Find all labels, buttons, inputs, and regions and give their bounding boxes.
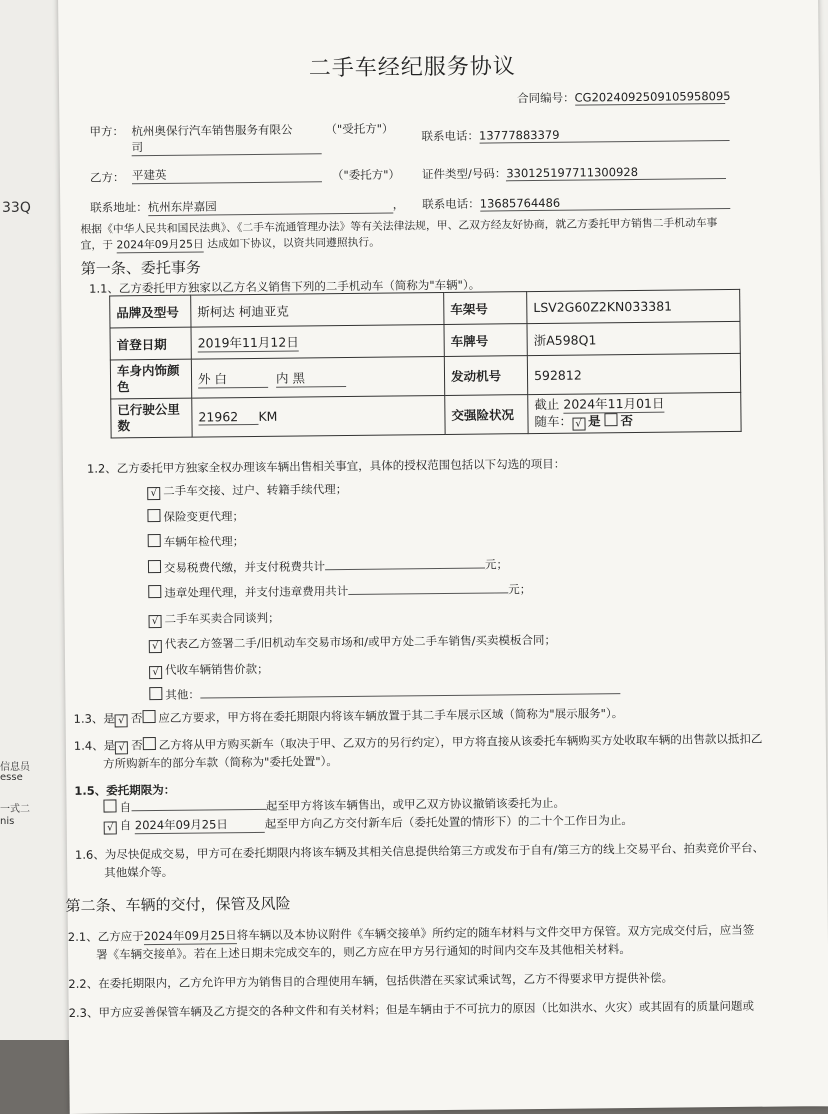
vehicle-color-cell: [191, 356, 444, 398]
blank-field: [200, 693, 620, 698]
option-suffix: 元；: [484, 556, 509, 572]
clause-1-6-cont: 其他媒介等。: [104, 864, 174, 880]
vehicle-plate: 浙A598Q1: [527, 321, 740, 355]
table-label: 首登日期: [110, 327, 191, 360]
clause-1-4-cont: 方所购新车的部分车款（简称为"委托处置"）。: [102, 754, 338, 771]
contract-number-value: CG2024092509105958095: [574, 88, 731, 105]
preamble-text: 达成如下协议，以资共同遵照执行。: [207, 235, 381, 251]
term-option-2: [104, 812, 633, 835]
party-b-id-label: 证件类型/号码：: [421, 166, 507, 182]
clause-text: 自: [119, 818, 132, 833]
checkbox-empty-icon[interactable]: [103, 799, 116, 812]
clause-text: 1.3、是: [73, 711, 115, 726]
party-b-phone-label: 联系电话：: [422, 196, 480, 212]
clause-2-1: [68, 922, 754, 946]
clause-2-1-cont: 署《车辆交接单》。若在上述日期未完成交车的，则乙方应在甲方另行通知的时间内交车及其他相关材料。: [95, 942, 631, 962]
checkbox-checked-icon[interactable]: √: [149, 614, 162, 627]
contract-page: [58, 0, 828, 1114]
vehicle-brand: 斯柯达 柯迪亚克: [191, 292, 444, 327]
table-label: 车架号: [444, 292, 527, 325]
clause-1-2: 1.2、乙方委托甲方独家全权办理该车辆出售相关事宜，具体的授权范围包括以下勾选的项目：: [86, 456, 566, 476]
document-title: 二手车经纪服务协议: [308, 54, 516, 82]
checkbox-checked-icon[interactable]: √: [115, 741, 128, 754]
clause-1-3: [74, 705, 624, 728]
option-label: 车辆年检代理；: [163, 534, 245, 549]
clause-1-6: 1.6、为尽快促成交易，甲方可在委托期限内将该车辆及其相关信息提供给第三方或发布于自有/第三方的线上交易平台、拍卖竞价平台、: [74, 840, 765, 862]
clause-1-5-heading: 1.5、委托期限为：: [74, 782, 176, 798]
option-label: 其他：: [165, 687, 200, 702]
table-label: [110, 359, 191, 399]
clause-text: 将车辆以及本协议附件《车辆交接单》所约定的随车材料与文件交甲方保管。双方完成交付后，应当签: [236, 922, 755, 943]
insurance-no: 否: [620, 413, 634, 429]
checkbox-checked-icon[interactable]: √: [572, 418, 585, 431]
table-label-part: 已行驶公里: [117, 401, 180, 418]
preamble-text: 宜，于: [80, 238, 114, 252]
clause-text: 起至甲方向乙方交付新车后（委托处置的情形下）的二十个工作日为止。: [264, 813, 633, 831]
contract-number-label: 合同编号：: [517, 90, 575, 106]
checkbox-empty-icon[interactable]: [148, 559, 161, 572]
clause-text: 否: [131, 738, 143, 753]
clause-text: 乙方将从甲方购买新车（取决于甲、乙双方的另行约定），甲方将直接从该委托车辆购买方处收取车辆的出售款以抵扣乙: [158, 731, 763, 752]
table-label: 品牌及型号: [110, 295, 191, 328]
preamble-line-1: 根据《中华人民共和国民法典》、《二手车流通管理办法》等有关法律法规，甲、乙双方经友好协商，就乙方委托甲方销售二手机动车事: [80, 216, 718, 236]
checkbox-checked-icon[interactable]: √: [104, 821, 117, 834]
vehicle-vin: LSV2G60Z2KN033381: [527, 289, 740, 323]
option-label: 代表乙方签署二手/旧机动车交易市场和/或甲方处二手车销售/买卖模板合同；: [164, 632, 556, 651]
blank-field: [131, 809, 266, 811]
party-b-address: 联系地址：杭州东岸嘉园 ，: [90, 197, 405, 215]
party-b-id: [422, 163, 727, 182]
insurance-date: 2024年11月01日: [563, 395, 665, 412]
blank-field: [348, 592, 508, 595]
party-a-name: 杭州奥保行汽车销售服务有限公: [131, 122, 293, 139]
checkbox-empty-icon[interactable]: [148, 585, 161, 598]
checkbox-empty-icon[interactable]: [142, 710, 155, 723]
table-label: 交强险状况: [445, 395, 528, 435]
vehicle-insurance-cell: [528, 392, 741, 433]
clause-text: 应乙方要求，甲方将在委托期限内将该车辆放置于其二手车展示区域（简称为"展示服务"）。: [158, 706, 624, 725]
party-a-phone-label: 联系电话：: [421, 128, 480, 144]
term-start-date: 2024年09月25日: [135, 816, 265, 834]
checkbox-checked-icon[interactable]: √: [115, 714, 128, 727]
checkbox-empty-icon[interactable]: [147, 508, 160, 521]
checkbox-empty-icon[interactable]: [149, 687, 162, 700]
option-item: [149, 627, 620, 657]
article-1-heading: 第一条、委托事务: [80, 258, 201, 278]
vehicle-engine-no: 592812: [527, 353, 740, 394]
checkbox-checked-icon[interactable]: √: [149, 640, 162, 653]
insurance-until-label: 截止: [534, 396, 560, 413]
party-b-role: （"委托方"）: [331, 167, 401, 183]
checkbox-checked-icon[interactable]: √: [147, 487, 160, 500]
vehicle-mileage-cell: [192, 395, 445, 437]
party-b-label: 乙方：: [89, 170, 125, 185]
term-option-1: [103, 795, 565, 816]
table-label-part: 车身内饰颜: [116, 362, 180, 379]
vehicle-mileage: 21962: [198, 409, 258, 426]
table-row: [110, 353, 740, 399]
scrap-text: esse: [0, 772, 23, 783]
table-label-part: 数: [117, 418, 131, 434]
party-a-label: 甲方：: [89, 124, 125, 139]
blank-field: [325, 567, 485, 570]
party-b-phone-value: 13685764486: [480, 194, 730, 212]
scrap-text: 信息员: [0, 762, 30, 773]
clause-2-2: 2.2、在委托期限内，乙方允许甲方为销售目的合理使用车辆，包括供潜在买家试乘试驾，乙方不得要求甲方提供补偿。: [68, 970, 674, 991]
contract-number: [517, 88, 731, 106]
party-a-phone: [421, 125, 729, 144]
clause-1-4: [74, 731, 763, 755]
insurance-yes: 是: [587, 413, 601, 429]
option-label: 交易税费代缴，并支付税费共计: [163, 558, 326, 575]
scrap-text: 一式二: [0, 804, 30, 815]
insurance-with-label: 随车：: [534, 413, 573, 430]
option-label: 保险变更代理；: [163, 508, 245, 524]
option-label: 二手车交接、过户、转籍手续代理；: [163, 481, 348, 498]
checkbox-empty-icon[interactable]: [143, 737, 156, 750]
clause-text: 起至甲方将该车辆售出，或甲乙双方协议撤销该委托为止。: [265, 795, 566, 813]
party-b-address-label: 联系地址：: [90, 200, 148, 215]
party-a-name-cont: 司: [132, 137, 322, 156]
authorization-options: [147, 474, 620, 708]
preamble-line-2: [81, 235, 381, 254]
party-b-name: 平建英: [132, 165, 322, 184]
clause-text: 2.1、乙方应于: [67, 929, 144, 944]
checkbox-checked-icon[interactable]: √: [149, 665, 162, 678]
option-label: 违章处理代理，并支付违章费用共计: [164, 583, 349, 600]
option-label: 二手车买卖合同谈判；: [164, 610, 280, 626]
clause-text: 1.4、是: [73, 738, 116, 753]
article-2-heading: 第二条、车辆的交付，保管及风险: [65, 894, 291, 915]
clause-text: 否: [130, 711, 143, 726]
party-b-id-value: 330125197711300928: [506, 164, 726, 181]
table-row: [111, 392, 741, 438]
table-label: [111, 398, 192, 438]
scrap-text: nis: [0, 816, 15, 827]
table-label-part: 色: [117, 379, 130, 395]
checkbox-empty-icon[interactable]: [148, 534, 161, 547]
delivery-date: 2024年09月25日: [143, 928, 237, 944]
vehicle-reg-date: 2019年11月12日: [197, 334, 299, 351]
party-a-phone-value: 13777883379: [479, 126, 729, 144]
vehicle-info-table: [109, 289, 741, 439]
vehicle-interior-color: 内 黑: [276, 368, 346, 388]
vehicle-reg-date-cell: [191, 324, 444, 359]
option-label: 代收车辆销售价款；: [165, 661, 269, 677]
party-b-address-value: 杭州东岸嘉园: [148, 197, 393, 217]
agreement-date: 2024年09月25日: [116, 237, 204, 252]
option-item: [149, 678, 620, 708]
vehicle-exterior-color: 外 白: [198, 368, 268, 388]
clause-1-1: 1.1、乙方委托甲方独家以乙方名义销售下列的二手机动车（简称为"车辆"）。: [89, 277, 481, 296]
clause-text: 自: [119, 800, 132, 815]
mileage-unit: KM: [258, 408, 278, 424]
option-suffix: 元；: [508, 582, 532, 597]
clause-2-3: 2.3、甲方应妥善保管车辆及乙方提交的各种文件和有关材料；但是车辆由于不可抗力的原因（比如洪水、火灾）或其固有的质量问题或: [68, 998, 755, 1020]
table-label: 车牌号: [444, 324, 527, 357]
scrap-text: 33Q: [2, 200, 31, 216]
party-a-role: （"受托方"）: [325, 121, 394, 137]
checkbox-empty-icon[interactable]: [604, 413, 617, 426]
table-label: 发动机号: [444, 356, 527, 396]
party-b-phone: [422, 193, 730, 212]
